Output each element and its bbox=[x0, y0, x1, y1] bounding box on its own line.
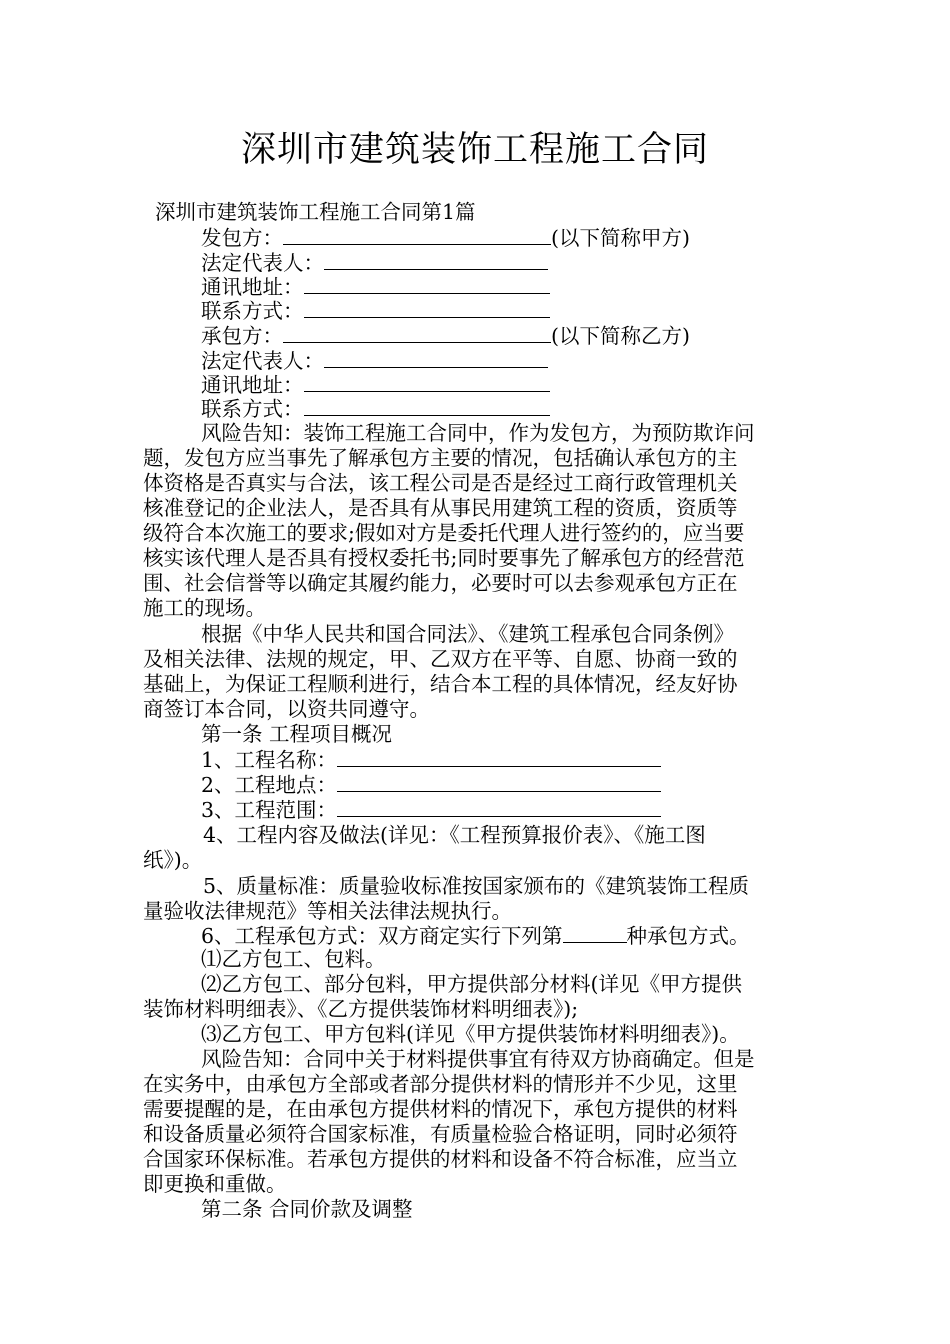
party-a-rep-line bbox=[201, 250, 548, 276]
option3-line: ⑶乙方包工、甲方包料(详见《甲方提供装饰材料明细表》)。 bbox=[201, 1022, 740, 1046]
project-scope-blank[interactable] bbox=[337, 797, 661, 817]
contract-mode-blank[interactable] bbox=[563, 923, 627, 943]
party-b-line bbox=[201, 323, 690, 349]
risk2-line: 和设备质量必须符合国家标准，有质量检验合格证明，同时必须符 bbox=[143, 1122, 738, 1146]
party-b-rep-blank[interactable] bbox=[324, 348, 548, 368]
article2-heading: 第二条 合同价款及调整 bbox=[201, 1197, 413, 1221]
option2-line: ⑵乙方包工、部分包料，甲方提供部分材料(详见《甲方提供 bbox=[201, 972, 742, 996]
risk1-line: 核准登记的企业法人，是否具有从事民用建筑工程的资质，资质等 bbox=[143, 496, 738, 520]
party-b-rep-line bbox=[201, 348, 548, 374]
party-a-address-label: 通讯地址： bbox=[201, 275, 304, 299]
party-a-address-line bbox=[201, 274, 550, 300]
project-name-line bbox=[201, 747, 661, 773]
risk1-line: 风险告知：装饰工程施工合同中，作为发包方，为预防欺诈问 bbox=[201, 421, 755, 445]
risk2-line: 即更换和重做。 bbox=[143, 1172, 287, 1196]
party-a-line bbox=[201, 225, 690, 251]
risk1-line: 体资格是否真实与合法，该工程公司是否是经过工商行政管理机关 bbox=[143, 471, 738, 495]
project-location-blank[interactable] bbox=[337, 772, 661, 792]
item4-line: 4、工程内容及做法(详见：《工程预算报价表》、《施工图 bbox=[203, 823, 706, 847]
document-title: 深圳市建筑装饰工程施工合同 bbox=[240, 130, 709, 170]
party-a-rep-blank[interactable] bbox=[324, 250, 548, 270]
item4-line: 纸》)。 bbox=[143, 848, 203, 872]
project-location-label: 2、工程地点： bbox=[201, 773, 338, 797]
party-a-suffix: (以下简称甲方) bbox=[551, 226, 690, 250]
party-a-contact-label: 联系方式： bbox=[201, 299, 304, 323]
project-name-label: 1、工程名称： bbox=[201, 748, 338, 772]
party-b-rep-label: 法定代表人： bbox=[201, 349, 324, 373]
party-a-rep-label: 法定代表人： bbox=[201, 251, 324, 275]
risk1-line: 施工的现场。 bbox=[143, 596, 266, 620]
item6-line bbox=[201, 923, 750, 949]
party-b-suffix: (以下简称乙方) bbox=[551, 324, 690, 348]
risk2-line: 合国家环保标准。若承包方提供的材料和设备不符合标准，应当立 bbox=[143, 1147, 738, 1171]
party-b-label: 承包方： bbox=[201, 324, 283, 348]
project-location-line bbox=[201, 772, 661, 798]
party-b-blank[interactable] bbox=[283, 323, 551, 343]
basis-line: 根据《中华人民共和国合同法》、《建筑工程承包合同条例》 bbox=[201, 622, 734, 646]
risk2-line: 在实务中，由承包方全部或者部分提供材料的情形并不少见，这里 bbox=[143, 1072, 738, 1096]
basis-line: 基础上，为保证工程顺利进行，结合本工程的具体情况，经友好协 bbox=[143, 672, 738, 696]
party-b-address-blank[interactable] bbox=[304, 372, 550, 392]
option1-line: ⑴乙方包工、包料。 bbox=[201, 947, 386, 971]
risk2-line: 风险告知：合同中关于材料提供事宜有待双方协商确定。但是 bbox=[201, 1047, 755, 1071]
risk1-line: 级符合本次施工的要求;假如对方是委托代理人进行签约的，应当要 bbox=[143, 521, 745, 545]
party-a-blank[interactable] bbox=[283, 225, 551, 245]
risk2-line: 需要提醒的是，在由承包方提供材料的情况下，承包方提供的材料 bbox=[143, 1097, 738, 1121]
basis-line: 及相关法律、法规的规定，甲、乙双方在平等、自愿、协商一致的 bbox=[143, 647, 738, 671]
item6-post: 种承包方式。 bbox=[626, 924, 750, 948]
project-scope-label: 3、工程范围： bbox=[201, 798, 338, 822]
risk1-line: 核实该代理人是否具有授权委托书;同时要事先了解承包方的经营范 bbox=[143, 546, 745, 570]
option2-line: 装饰材料明细表》、《乙方提供装饰材料明细表》); bbox=[143, 997, 579, 1021]
basis-line: 商签订本合同，以资共同遵守。 bbox=[143, 697, 430, 721]
item6-pre: 6、工程承包方式：双方商定实行下列第 bbox=[201, 924, 563, 948]
party-b-contact-label: 联系方式： bbox=[201, 397, 304, 421]
risk1-line: 围、社会信誉等以确定其履约能力，必要时可以去参观承包方正在 bbox=[143, 571, 738, 595]
party-b-address-label: 通讯地址： bbox=[201, 373, 304, 397]
document-subtitle: 深圳市建筑装饰工程施工合同第1篇 bbox=[155, 200, 476, 224]
item5-line: 量验收法律规范》等相关法律法规执行。 bbox=[143, 899, 512, 923]
project-scope-line bbox=[201, 797, 661, 823]
party-a-address-blank[interactable] bbox=[304, 274, 550, 294]
article1-heading: 第一条 工程项目概况 bbox=[201, 722, 393, 746]
party-a-contact-line bbox=[201, 298, 550, 324]
party-b-contact-blank[interactable] bbox=[304, 396, 550, 416]
party-b-contact-line bbox=[201, 396, 550, 422]
party-a-contact-blank[interactable] bbox=[304, 298, 550, 318]
item5-line: 5、质量标准：质量验收标准按国家颁布的《建筑装饰工程质 bbox=[203, 874, 750, 898]
project-name-blank[interactable] bbox=[337, 747, 661, 767]
party-b-address-line bbox=[201, 372, 550, 398]
party-a-label: 发包方： bbox=[201, 226, 283, 250]
risk1-line: 题，发包方应当事先了解承包方主要的情况，包括确认承包方的主 bbox=[143, 446, 738, 470]
